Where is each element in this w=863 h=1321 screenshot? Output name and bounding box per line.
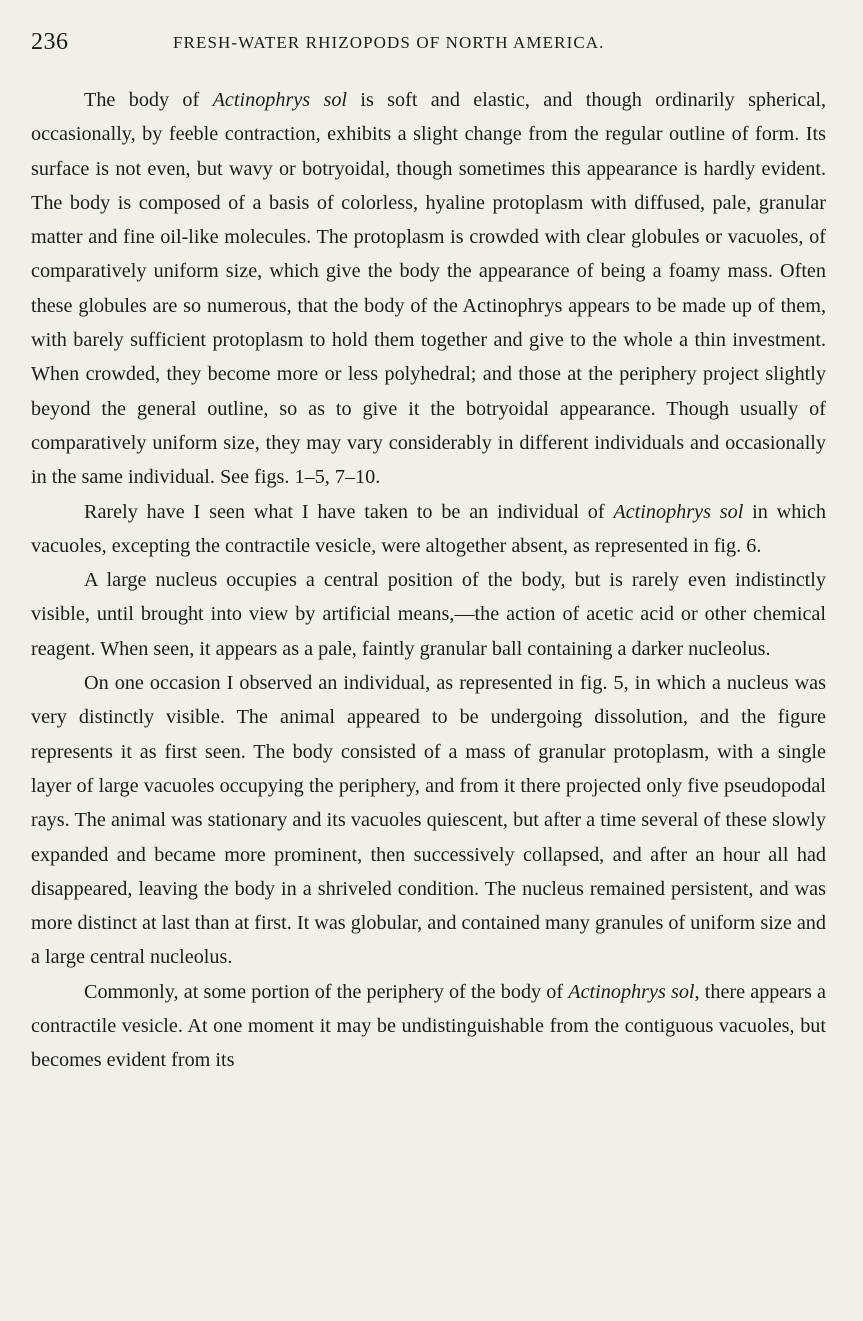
paragraph-contractile-vesicle xyxy=(31,975,826,1078)
paragraph-body-description xyxy=(31,83,826,495)
species-name: Actinophrys sol xyxy=(613,500,744,523)
running-title: FRESH-WATER RHIZOPODS OF NORTH AMERICA. xyxy=(173,33,605,52)
paragraph-observation xyxy=(31,666,826,975)
text-run: The body of xyxy=(84,89,213,111)
text-run: , there appears a contractile vesicle. At one moment it may be undistinguishable from the contiguous vacuoles, but becomes evident from its xyxy=(31,980,827,1072)
page-number: 236 xyxy=(31,29,69,55)
text-run: Commonly, at some portion of the periphery of the body of xyxy=(84,980,569,1003)
paragraph-vacuoles-absent xyxy=(31,495,826,564)
species-name: Actinophrys sol xyxy=(212,89,348,111)
text-run: is soft and elastic, and though ordinarily spherical, occasionally, by feeble contraction, exhibits a slight change from the regular outline of form. Its surface is not even, but wavy or botryoidal, though sometimes this appearance is hardly evident. The body is composed of a basis of colorless, hyaline protoplasm with diffused, pale, granular matter and fine oil-like molecules. The protoplasm is crowded with clear globules or vacuoles, of comparatively uniform size, which give the body the appearance of being a foamy mass. Often these globules are so numerous, that the body of the Actinophrys appears to be made up of them, with barely sufficient protoplasm to hold them together and give to the whole a thin investment. When crowded, they become more or less polyhedral; and those at the periphery project slightly beyond the general outline, so as to give it the botryoidal appearance. Though usually of comparatively uniform size, they may vary considerably in different individuals and occasionally in the same individual. See figs. 1–5, 7–10. xyxy=(31,89,826,489)
paragraph-nucleus xyxy=(31,563,826,666)
body-text xyxy=(31,83,826,1078)
page-header xyxy=(31,29,831,61)
text-run: in which vacuoles, excepting the contractile vesicle, were altogether absent, as represented in fig. 6. xyxy=(31,500,826,557)
text-run: On one occasion I observed an individual, as represented in fig. 5, in which a nucleus was very distinctly visible. The animal appeared to be undergoing dissolution, and the figure represents it as first seen. The body consisted of a mass of granular protoplasm, with a single layer of large vacuoles occupying the periphery, and from it there projected only five pseudopodal rays. The animal was stationary and its vacuoles quiescent, but after a time several of these slowly expanded and became more prominent, then successively collapsed, and after an hour all had disappeared, leaving the body in a shriveled condition. The nucleus remained persistent, and was more distinct at last than at first. It was globular, and contained many granules of uniform size and a large central nucleolus. xyxy=(31,672,826,969)
text-run: A large nucleus occupies a central position of the body, but is rarely even indistinctly visible, until brought into view by artificial means,—the action of acetic acid or other chemical reagent. When seen, it appears as a pale, faintly granular ball containing a darker nucleolus. xyxy=(31,569,826,660)
text-run: Rarely have I seen what I have taken to be an individual of xyxy=(84,500,614,523)
species-name: Actinophrys sol xyxy=(568,980,695,1003)
